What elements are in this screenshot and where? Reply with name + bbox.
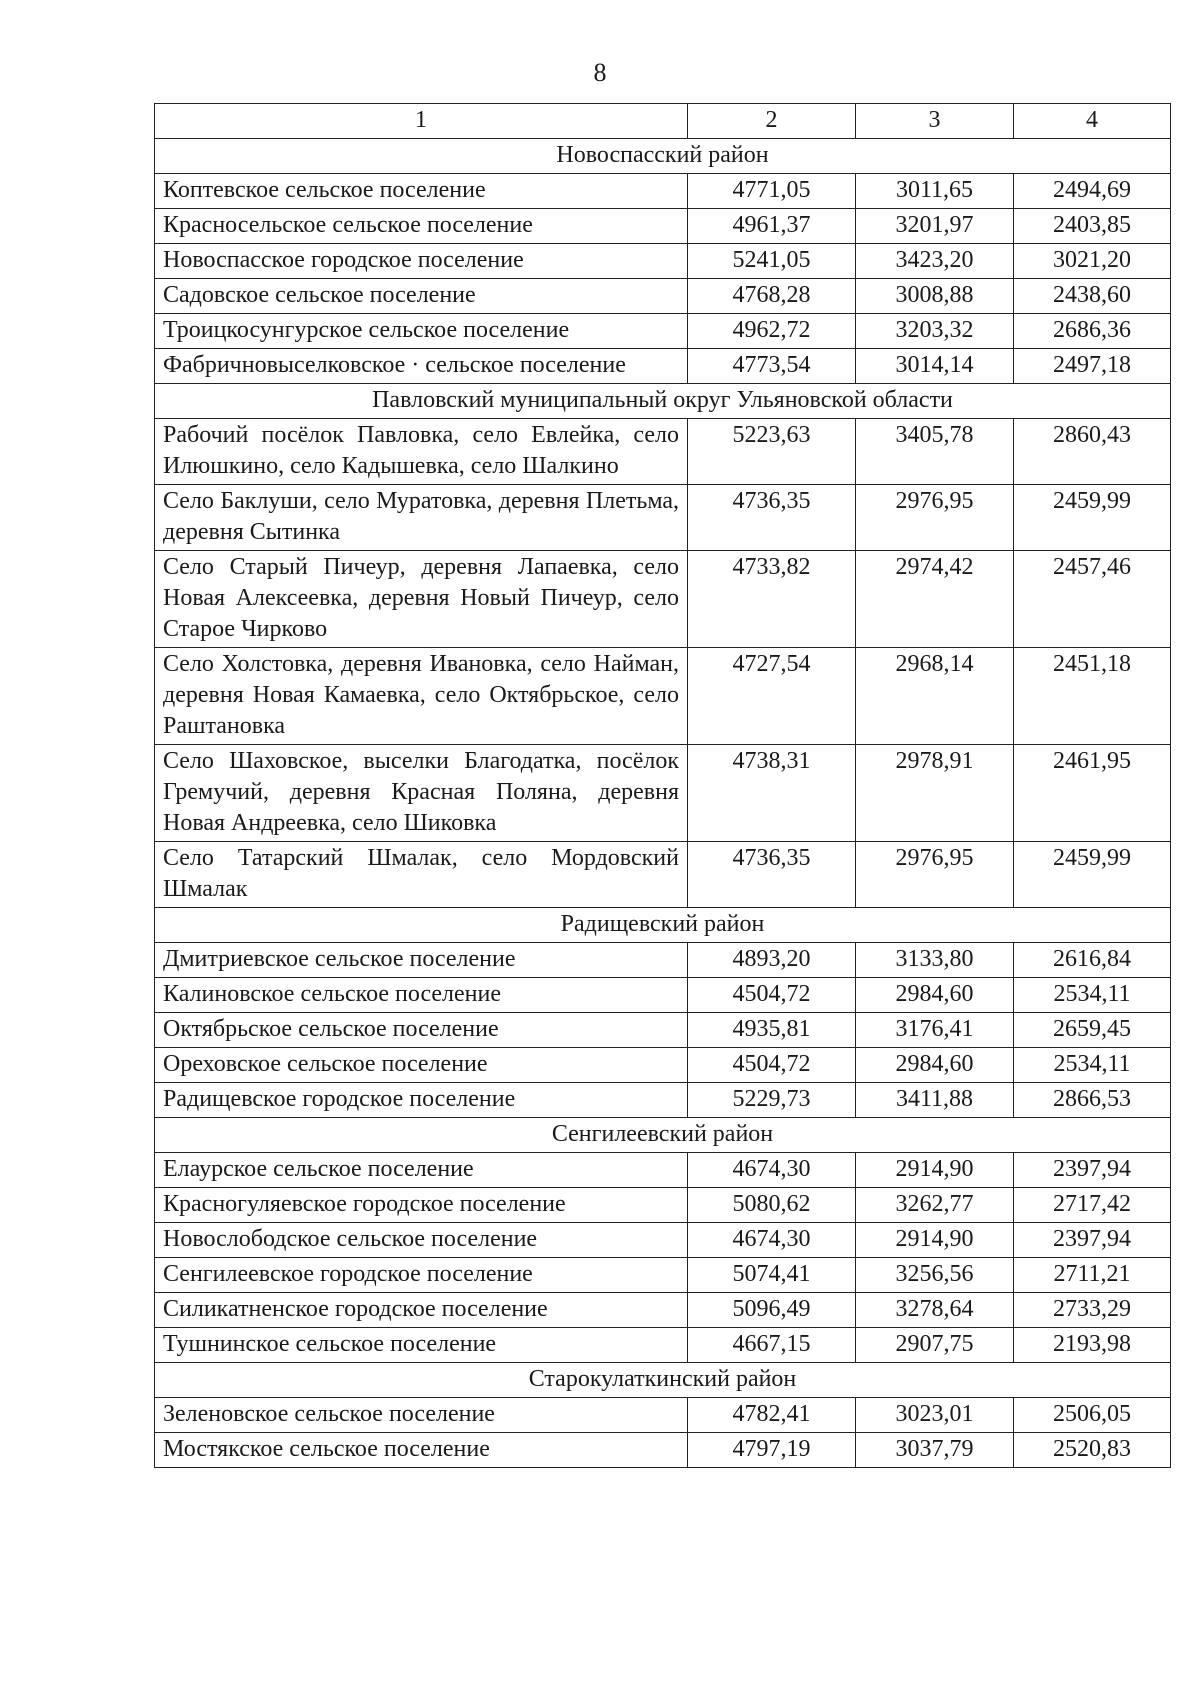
value-column-4: 2717,42 [1014,1188,1171,1223]
table-row [155,1083,1171,1118]
value-column-4: 2616,84 [1014,943,1171,978]
value-column-3: 3256,56 [856,1258,1014,1293]
settlement-name: Красногуляевское городское поселение [155,1188,688,1223]
table-row [155,551,1171,648]
table-row [155,1293,1171,1328]
value-column-3: 3405,78 [856,419,1014,485]
table-row [155,842,1171,908]
value-column-3: 3203,32 [856,314,1014,349]
settlement-name: Мостякское сельское поселение [155,1433,688,1468]
value-column-4: 2534,11 [1014,978,1171,1013]
settlement-name: Село Баклуши, село Муратовка, деревня Плетьма, деревня Сытинка [155,485,688,551]
value-column-2: 4797,19 [688,1433,856,1468]
settlement-name: Силикатненское городское поселение [155,1293,688,1328]
table-row [155,279,1171,314]
value-column-2: 5080,62 [688,1188,856,1223]
settlement-name: Радищевское городское поселение [155,1083,688,1118]
settlement-name: Фабричновыселковское · сельское поселение [155,349,688,384]
value-column-3: 2914,90 [856,1223,1014,1258]
value-column-2: 4674,30 [688,1223,856,1258]
table-row [155,745,1171,842]
column-number-1: 1 [155,104,688,139]
value-column-2: 4504,72 [688,1048,856,1083]
section-header-row [155,1363,1171,1398]
value-column-4: 2193,98 [1014,1328,1171,1363]
value-column-2: 4771,05 [688,174,856,209]
table-body [155,104,1171,1468]
value-column-4: 2397,94 [1014,1153,1171,1188]
value-column-3: 3008,88 [856,279,1014,314]
table-row [155,244,1171,279]
table-row [155,349,1171,384]
table-row [155,943,1171,978]
value-column-3: 2968,14 [856,648,1014,745]
value-column-2: 4935,81 [688,1013,856,1048]
table-row [155,485,1171,551]
section-header-row [155,384,1171,419]
value-column-2: 4782,41 [688,1398,856,1433]
value-column-3: 3176,41 [856,1013,1014,1048]
settlement-name: Октябрьское сельское поселение [155,1013,688,1048]
value-column-4: 2866,53 [1014,1083,1171,1118]
value-column-2: 4893,20 [688,943,856,978]
value-column-3: 2914,90 [856,1153,1014,1188]
table-row [155,209,1171,244]
section-title: Павловский муниципальный округ Ульяновской области [155,384,1171,419]
value-column-2: 4667,15 [688,1328,856,1363]
value-column-2: 4773,54 [688,349,856,384]
column-number-2: 2 [688,104,856,139]
table-row [155,1398,1171,1433]
value-column-3: 3014,14 [856,349,1014,384]
settlement-name: Елаурское сельское поселение [155,1153,688,1188]
section-title: Сенгилеевский район [155,1118,1171,1153]
value-column-4: 2686,36 [1014,314,1171,349]
value-column-3: 2984,60 [856,1048,1014,1083]
value-column-2: 4736,35 [688,842,856,908]
settlement-name: Село Татарский Шмалак, село Мордовский Шмалак [155,842,688,908]
value-column-3: 3133,80 [856,943,1014,978]
settlement-name: Сенгилеевское городское поселение [155,1258,688,1293]
value-column-4: 2451,18 [1014,648,1171,745]
settlement-name: Коптевское сельское поселение [155,174,688,209]
value-column-4: 2860,43 [1014,419,1171,485]
value-column-3: 3411,88 [856,1083,1014,1118]
table-row [155,1258,1171,1293]
value-column-3: 2978,91 [856,745,1014,842]
value-column-2: 5241,05 [688,244,856,279]
column-number-row [155,104,1171,139]
value-column-2: 4674,30 [688,1153,856,1188]
section-title: Радищевский район [155,908,1171,943]
settlement-name: Красносельское сельское поселение [155,209,688,244]
value-column-2: 5096,49 [688,1293,856,1328]
value-column-4: 2506,05 [1014,1398,1171,1433]
section-title: Новоспасский район [155,139,1171,174]
settlement-name: Калиновское сельское поселение [155,978,688,1013]
value-column-4: 2461,95 [1014,745,1171,842]
tariff-table [154,103,1171,1468]
value-column-2: 4727,54 [688,648,856,745]
settlement-name: Село Холстовка, деревня Ивановка, село Найман, деревня Новая Камаевка, село Октябрьское, село Раштановка [155,648,688,745]
settlement-name: Новослободское сельское поселение [155,1223,688,1258]
value-column-4: 2459,99 [1014,842,1171,908]
value-column-4: 2534,11 [1014,1048,1171,1083]
value-column-3: 3278,64 [856,1293,1014,1328]
value-column-2: 4504,72 [688,978,856,1013]
value-column-2: 5229,73 [688,1083,856,1118]
settlement-name: Село Шаховское, выселки Благодатка, посёлок Гремучий, деревня Красная Поляна, деревня Новая Андреевка, село Шиковка [155,745,688,842]
table-row [155,1013,1171,1048]
value-column-4: 2397,94 [1014,1223,1171,1258]
table-row [155,978,1171,1013]
value-column-2: 4962,72 [688,314,856,349]
settlement-name: Садовское сельское поселение [155,279,688,314]
table-row [155,1048,1171,1083]
settlement-name: Дмитриевское сельское поселение [155,943,688,978]
value-column-4: 2438,60 [1014,279,1171,314]
value-column-4: 2403,85 [1014,209,1171,244]
section-header-row [155,139,1171,174]
column-number-4: 4 [1014,104,1171,139]
value-column-3: 3011,65 [856,174,1014,209]
value-column-3: 3262,77 [856,1188,1014,1223]
table-row [155,1223,1171,1258]
value-column-2: 5074,41 [688,1258,856,1293]
section-title: Старокулаткинский район [155,1363,1171,1398]
column-number-3: 3 [856,104,1014,139]
value-column-2: 5223,63 [688,419,856,485]
value-column-4: 2459,99 [1014,485,1171,551]
value-column-4: 2494,69 [1014,174,1171,209]
table-row [155,1328,1171,1363]
value-column-4: 2520,83 [1014,1433,1171,1468]
table-row [155,1433,1171,1468]
value-column-3: 2976,95 [856,842,1014,908]
table-row [155,1153,1171,1188]
value-column-3: 3023,01 [856,1398,1014,1433]
table-row [155,419,1171,485]
value-column-2: 4736,35 [688,485,856,551]
value-column-4: 2659,45 [1014,1013,1171,1048]
value-column-3: 2974,42 [856,551,1014,648]
settlement-name: Рабочий посёлок Павловка, село Евлейка, село Илюшкино, село Кадышевка, село Шалкино [155,419,688,485]
settlement-name: Тушнинское сельское поселение [155,1328,688,1363]
value-column-4: 2497,18 [1014,349,1171,384]
table-row [155,1188,1171,1223]
table-row [155,314,1171,349]
value-column-2: 4733,82 [688,551,856,648]
settlement-name: Новоспасское городское поселение [155,244,688,279]
page-number: 8 [593,58,607,87]
value-column-3: 3037,79 [856,1433,1014,1468]
section-header-row [155,908,1171,943]
value-column-3: 2907,75 [856,1328,1014,1363]
settlement-name: Троицкосунгурское сельское поселение [155,314,688,349]
value-column-4: 3021,20 [1014,244,1171,279]
value-column-2: 4961,37 [688,209,856,244]
value-column-4: 2733,29 [1014,1293,1171,1328]
settlement-name: Зеленовское сельское поселение [155,1398,688,1433]
settlement-name: Село Старый Пичеур, деревня Лапаевка, село Новая Алексеевка, деревня Новый Пичеур, село Старое Чирково [155,551,688,648]
value-column-3: 2976,95 [856,485,1014,551]
value-column-3: 3201,97 [856,209,1014,244]
section-header-row [155,1118,1171,1153]
value-column-3: 3423,20 [856,244,1014,279]
value-column-3: 2984,60 [856,978,1014,1013]
value-column-2: 4768,28 [688,279,856,314]
table-row [155,648,1171,745]
value-column-4: 2457,46 [1014,551,1171,648]
value-column-4: 2711,21 [1014,1258,1171,1293]
value-column-2: 4738,31 [688,745,856,842]
settlement-name: Ореховское сельское поселение [155,1048,688,1083]
table-row [155,174,1171,209]
